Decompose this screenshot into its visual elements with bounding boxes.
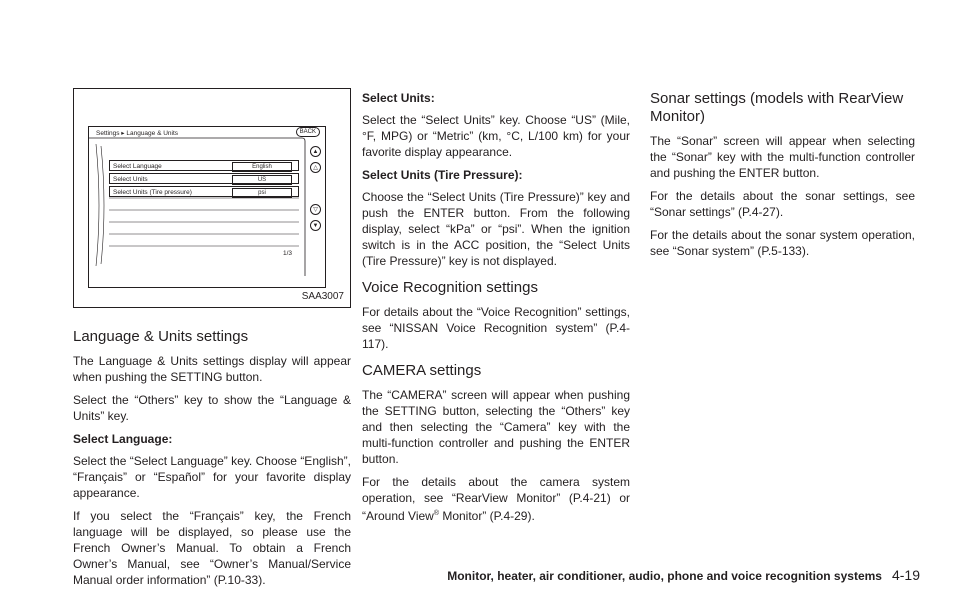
- paragraph: Select the “Others” key to show the “Language & Units” key.: [73, 393, 351, 423]
- column-middle: [362, 90, 630, 531]
- paragraph: For the details about the sonar system operation, see “Sonar system” (P.5-133).: [650, 228, 915, 258]
- figure-code: SAA3007: [301, 291, 344, 302]
- paragraph: If you select the “Français” key, the French language will be displayed, so please use the French Owner’s Manual. To obtain a French Owner’s Manual, see “Owner’s Manual/Service Manual order information” (P.10-33).: [73, 509, 351, 587]
- menu-row-label: Select Units: [113, 176, 148, 183]
- heading-language-units: Language & Units settings: [73, 328, 249, 345]
- scroll-up-icon[interactable]: ▲: [310, 146, 321, 157]
- subheading-select-language: Select Language:: [73, 432, 173, 446]
- display-screen: [88, 126, 326, 288]
- paragraph: The “Sonar” screen will appear when selecting the “Sonar” key with the multi-function controller and pushing the ENTER button.: [650, 134, 915, 180]
- menu-row-value: psi: [232, 188, 292, 198]
- text-span: For the details about the camera system operation, see “RearView Monitor” (P.4-21) or “Around View: [362, 475, 630, 523]
- registered-mark: ®: [433, 510, 439, 517]
- column-right: [650, 90, 915, 266]
- arrow-up-icon[interactable]: △: [310, 162, 321, 173]
- paragraph: The “CAMERA” screen will appear when pushing the SETTING button, selecting the “Others” key and then selecting the “Camera” key with the multi-function controller and pushing the ENTER button.: [362, 388, 630, 466]
- menu-row-value: English: [232, 162, 292, 172]
- arrow-down-icon[interactable]: ▽: [310, 204, 321, 215]
- paragraph: The Language & Units settings display will appear when pushing the SETTING button.: [73, 354, 351, 384]
- paragraph: Select the “Select Language” key. Choose “English”, “Français” or “Español” for your favorite display appearance.: [73, 454, 351, 500]
- menu-row-select-language[interactable]: [109, 160, 299, 171]
- paragraph: [362, 474, 630, 524]
- heading-camera-settings: CAMERA settings: [362, 362, 482, 379]
- scroll-down-icon[interactable]: ▼: [310, 220, 321, 231]
- settings-screen-figure: [73, 88, 351, 308]
- paragraph: Select the “Select Units” key. Choose “US” (Mile, °F, MPG) or “Metric” (km, °C, L/100 km) for your favorite display appearance.: [362, 113, 630, 159]
- heading-sonar-settings: Sonar settings (models with RearView Monitor): [650, 90, 904, 125]
- text-span: Monitor” (P.4-29).: [439, 509, 535, 523]
- heading-voice-recognition: Voice Recognition settings: [362, 279, 538, 296]
- back-button[interactable]: BACK: [296, 127, 320, 137]
- page-footer: [420, 567, 920, 583]
- menu-row-select-units-tire[interactable]: [109, 186, 299, 197]
- subheading-select-units-tire: Select Units (Tire Pressure):: [362, 168, 523, 182]
- column-left: [73, 88, 351, 595]
- menu-row-select-units[interactable]: [109, 173, 299, 184]
- paragraph: For the details about the sonar settings, see “Sonar settings” (P.4-27).: [650, 189, 915, 219]
- menu-row-label: Select Units (Tire pressure): [113, 189, 192, 196]
- paragraph: For details about the “Voice Recognition” settings, see “NISSAN Voice Recognition system” (P.4-117).: [362, 305, 630, 351]
- page-number: 4-19: [891, 567, 920, 583]
- menu-row-label: Select Language: [113, 163, 162, 170]
- page-indicator: 1/3: [283, 250, 293, 257]
- screen-breadcrumb: Settings ▸ Language & Units: [96, 130, 179, 137]
- subheading-select-units: Select Units:: [362, 91, 435, 105]
- footer-title: Monitor, heater, air conditioner, audio, phone and voice recognition systems: [447, 569, 882, 583]
- screen-frame-lines: [88, 126, 326, 288]
- paragraph: Choose the “Select Units (Tire Pressure)” key and push the ENTER button. From the following display, select “kPa” or “psi”. When the ignition switch is in the ACC position, the “Select Units (Tire Pressure)” key is not displayed.: [362, 190, 630, 268]
- menu-row-value: US: [232, 175, 292, 185]
